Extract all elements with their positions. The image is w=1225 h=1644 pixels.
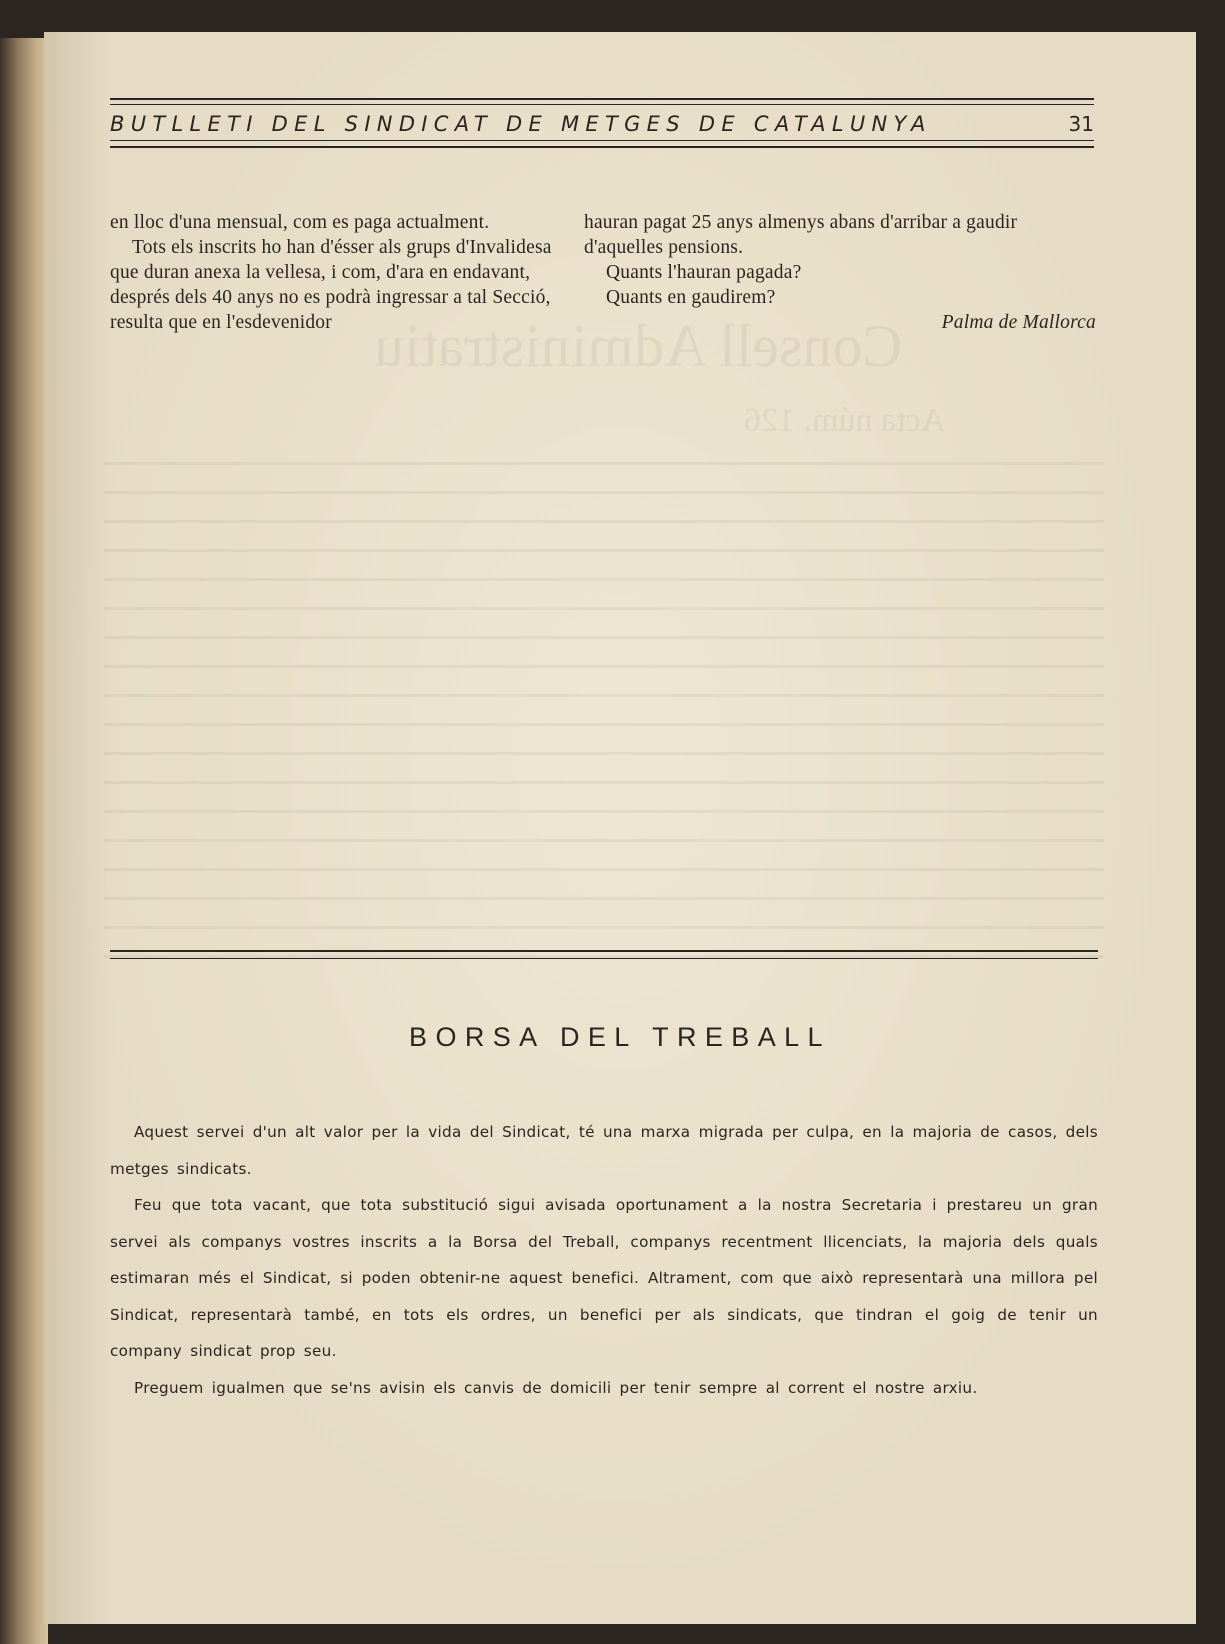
header-rule-bottom — [110, 140, 1094, 141]
article-right-column — [584, 210, 1096, 335]
book-spine — [0, 38, 48, 1644]
header-rule-top-2 — [110, 104, 1094, 105]
article-signature: Palma de Mallorca — [941, 312, 1096, 333]
journal-title: BUTLLETI DEL SINDICAT DE METGES DE CATALUNYA — [110, 112, 932, 136]
borsa-body — [110, 1114, 1098, 1406]
paragraph: en lloc d'una mensual, com es paga actualment. — [110, 212, 490, 233]
section-title: BORSA DEL TREBALL — [409, 1022, 831, 1052]
paragraph: Quants en gaudirem? — [606, 287, 776, 308]
bleed-text-lines — [104, 462, 1104, 982]
section-divider — [110, 950, 1098, 952]
section-divider-thin — [110, 958, 1098, 959]
header-rule-bottom-2 — [110, 146, 1094, 148]
scanned-page — [44, 32, 1196, 1624]
paragraph: Quants l'hauran pagada? — [606, 262, 802, 283]
paragraph: Preguem igualmen que se'ns avisin els canvis de domicili per tenir sempre al corrent el nostre arxiu. — [134, 1378, 978, 1397]
paragraph: hauran pagat 25 anys almenys abans d'arribar a gaudir d'aquelles pensions. — [584, 212, 1018, 258]
bleed-heading: Consell Administratiu — [374, 313, 903, 379]
paragraph: Feu que tota vacant, que tota substitució sigui avisada oportunament a la nostra Secretaria i prestareu un gran servei als companys vostres inscrits a la Borsa del Treball, companys recentment llicenciats, la majoria dels quals estimaran més el Sindicat, si poden obtenir-ne aquest benefici. Altrament, com que això representarà una millora pel Sindicat, representarà també, en tots els ordres, un benefici per als sindicats, que tindran el goig de tenir un company sindicat prop seu. — [110, 1196, 1098, 1360]
article-left-column — [110, 210, 582, 335]
bleed-subheading: Acta núm. 126 — [744, 402, 946, 439]
page-number: 31 — [1068, 112, 1094, 136]
paragraph: Aquest servei d'un alt valor per la vida del Sindicat, té una marxa migrada per culpa, en la majoria de casos, dels metges sindicats. — [110, 1123, 1098, 1178]
header-rule-top — [110, 98, 1094, 100]
running-header — [110, 110, 1094, 140]
paragraph: Tots els inscrits ho han d'ésser als grups d'Invalidesa que duran anexa la vellesa, i com, d'ara en endavant, després dels 40 anys no es podrà ingressar a tal Secció, resulta que en l'esdevenidor — [110, 237, 552, 333]
